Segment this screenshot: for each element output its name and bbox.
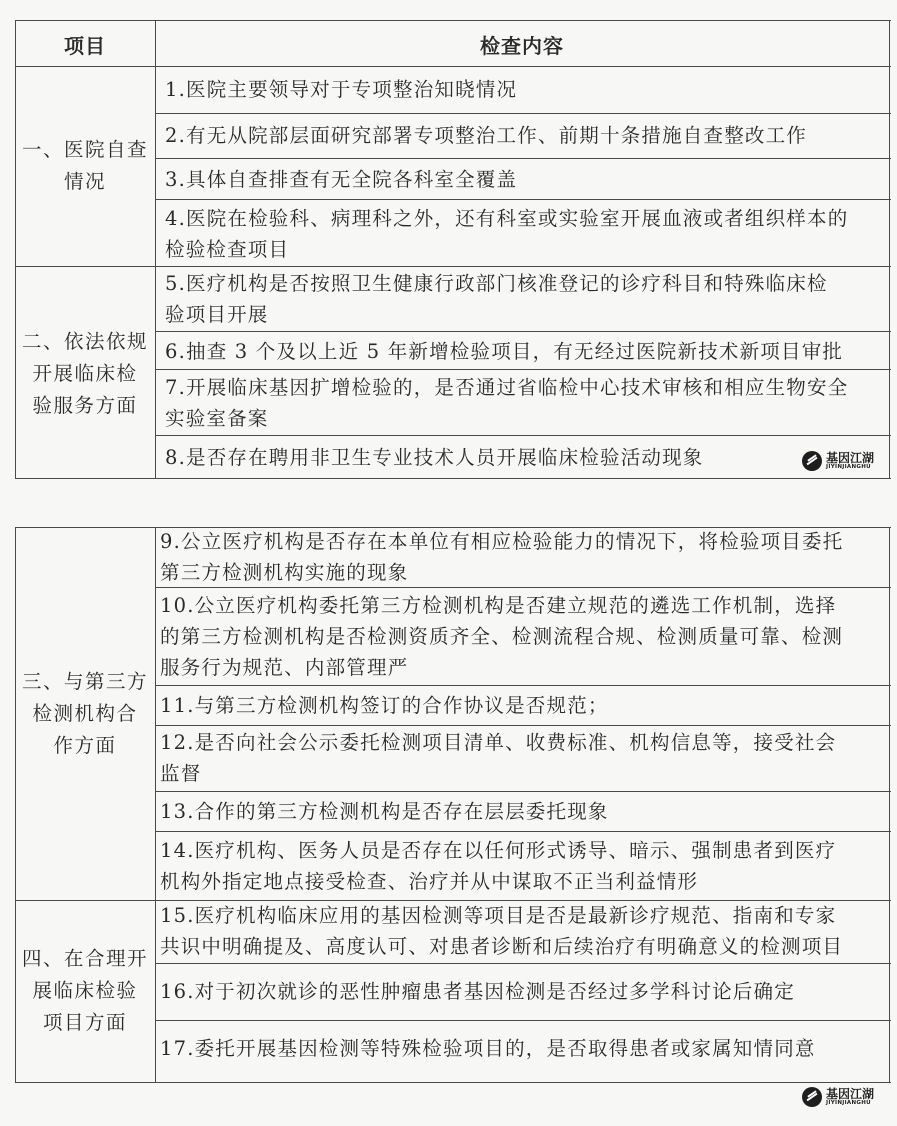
check-item: 17.委托开展基因检测等特殊检验项目的，是否取得患者或家属知情同意 [160, 1037, 816, 1060]
check-item: 5.医疗机构是否按照卫生健康行政部门核准登记的诊疗科目和特殊临床检 验项目开展 [165, 272, 828, 326]
section-category: 二、依法依规 开展临床检 验服务方面 [21, 330, 148, 417]
watermark-sub: JIYINJIANGHU [826, 1099, 871, 1106]
check-item: 14.医疗机构、医务人员是否存在以任何形式诱导、暗示、强制患者到医疗 机构外指定地点接受检查、治疗并从中谋取不正当利益情形 [160, 839, 837, 893]
check-item: 7.开展临床基因扩增检验的，是否通过省临检中心技术审核和相应生物安全 实验室备案 [165, 376, 849, 430]
check-item: 9.公立医疗机构是否存在本单位有相应检验能力的情况下，将检验项目委托 第三方检测机构实施的现象 [160, 530, 844, 584]
header-content: 检查内容 [480, 34, 564, 58]
watermark [802, 1087, 874, 1107]
section-category: 三、与第三方 检测机构合 作方面 [21, 670, 148, 757]
gene-jianghu-logo-icon [802, 451, 822, 471]
check-item: 2.有无从院部层面研究部署专项整治工作、前期十条措施自查整改工作 [165, 124, 808, 147]
check-item: 10.公立医疗机构委托第三方检测机构是否建立规范的遴选工作机制，选择 的第三方检测机构是否检测资质齐全、检测流程合规、检测质量可靠、检测 服务行为规范、内部管理严 [160, 594, 844, 679]
check-item: 3.具体自查排查有无全院各科室全覆盖 [165, 168, 518, 191]
header-project: 项目 [64, 34, 106, 58]
check-item: 11.与第三方检测机构签订的合作协议是否规范； [160, 694, 609, 717]
check-item: 1.医院主要领导对于专项整治知晓情况 [165, 78, 518, 101]
check-item: 16.对于初次就诊的恶性肿瘤患者基因检测是否经过多学科讨论后确定 [160, 980, 795, 1003]
watermark-name: 基因江湖 [826, 1086, 875, 1101]
section-category: 四、在合理开 展临床检验 项目方面 [21, 947, 148, 1034]
check-item: 8.是否存在聘用非卫生专业技术人员开展临床检验活动现象 [165, 446, 704, 469]
watermark-name: 基因江湖 [826, 450, 875, 465]
check-item: 15.医疗机构临床应用的基因检测等项目是否是最新诊疗规范、指南和专家 共识中明确提及、高度认可、对患者诊断和后续治疗有明确意义的检测项目 [160, 904, 844, 958]
gene-jianghu-logo-icon [802, 1087, 822, 1107]
check-item: 4.医院在检验科、病理科之外，还有科室或实验室开展血液或者组织样本的 检验检查项目 [165, 207, 849, 261]
check-item: 12.是否向社会公示委托检测项目清单、收费标准、机构信息等，接受社会 监督 [160, 731, 837, 785]
check-item: 13.合作的第三方检测机构是否存在层层委托现象 [160, 800, 609, 823]
check-item: 6.抽查 3 个及以上近 5 年新增检验项目，有无经过医院新技术新项目审批 [165, 340, 844, 363]
section-category: 一、医院自查 情况 [21, 138, 148, 193]
watermark [802, 451, 874, 471]
watermark-sub: JIYINJIANGHU [826, 463, 871, 470]
